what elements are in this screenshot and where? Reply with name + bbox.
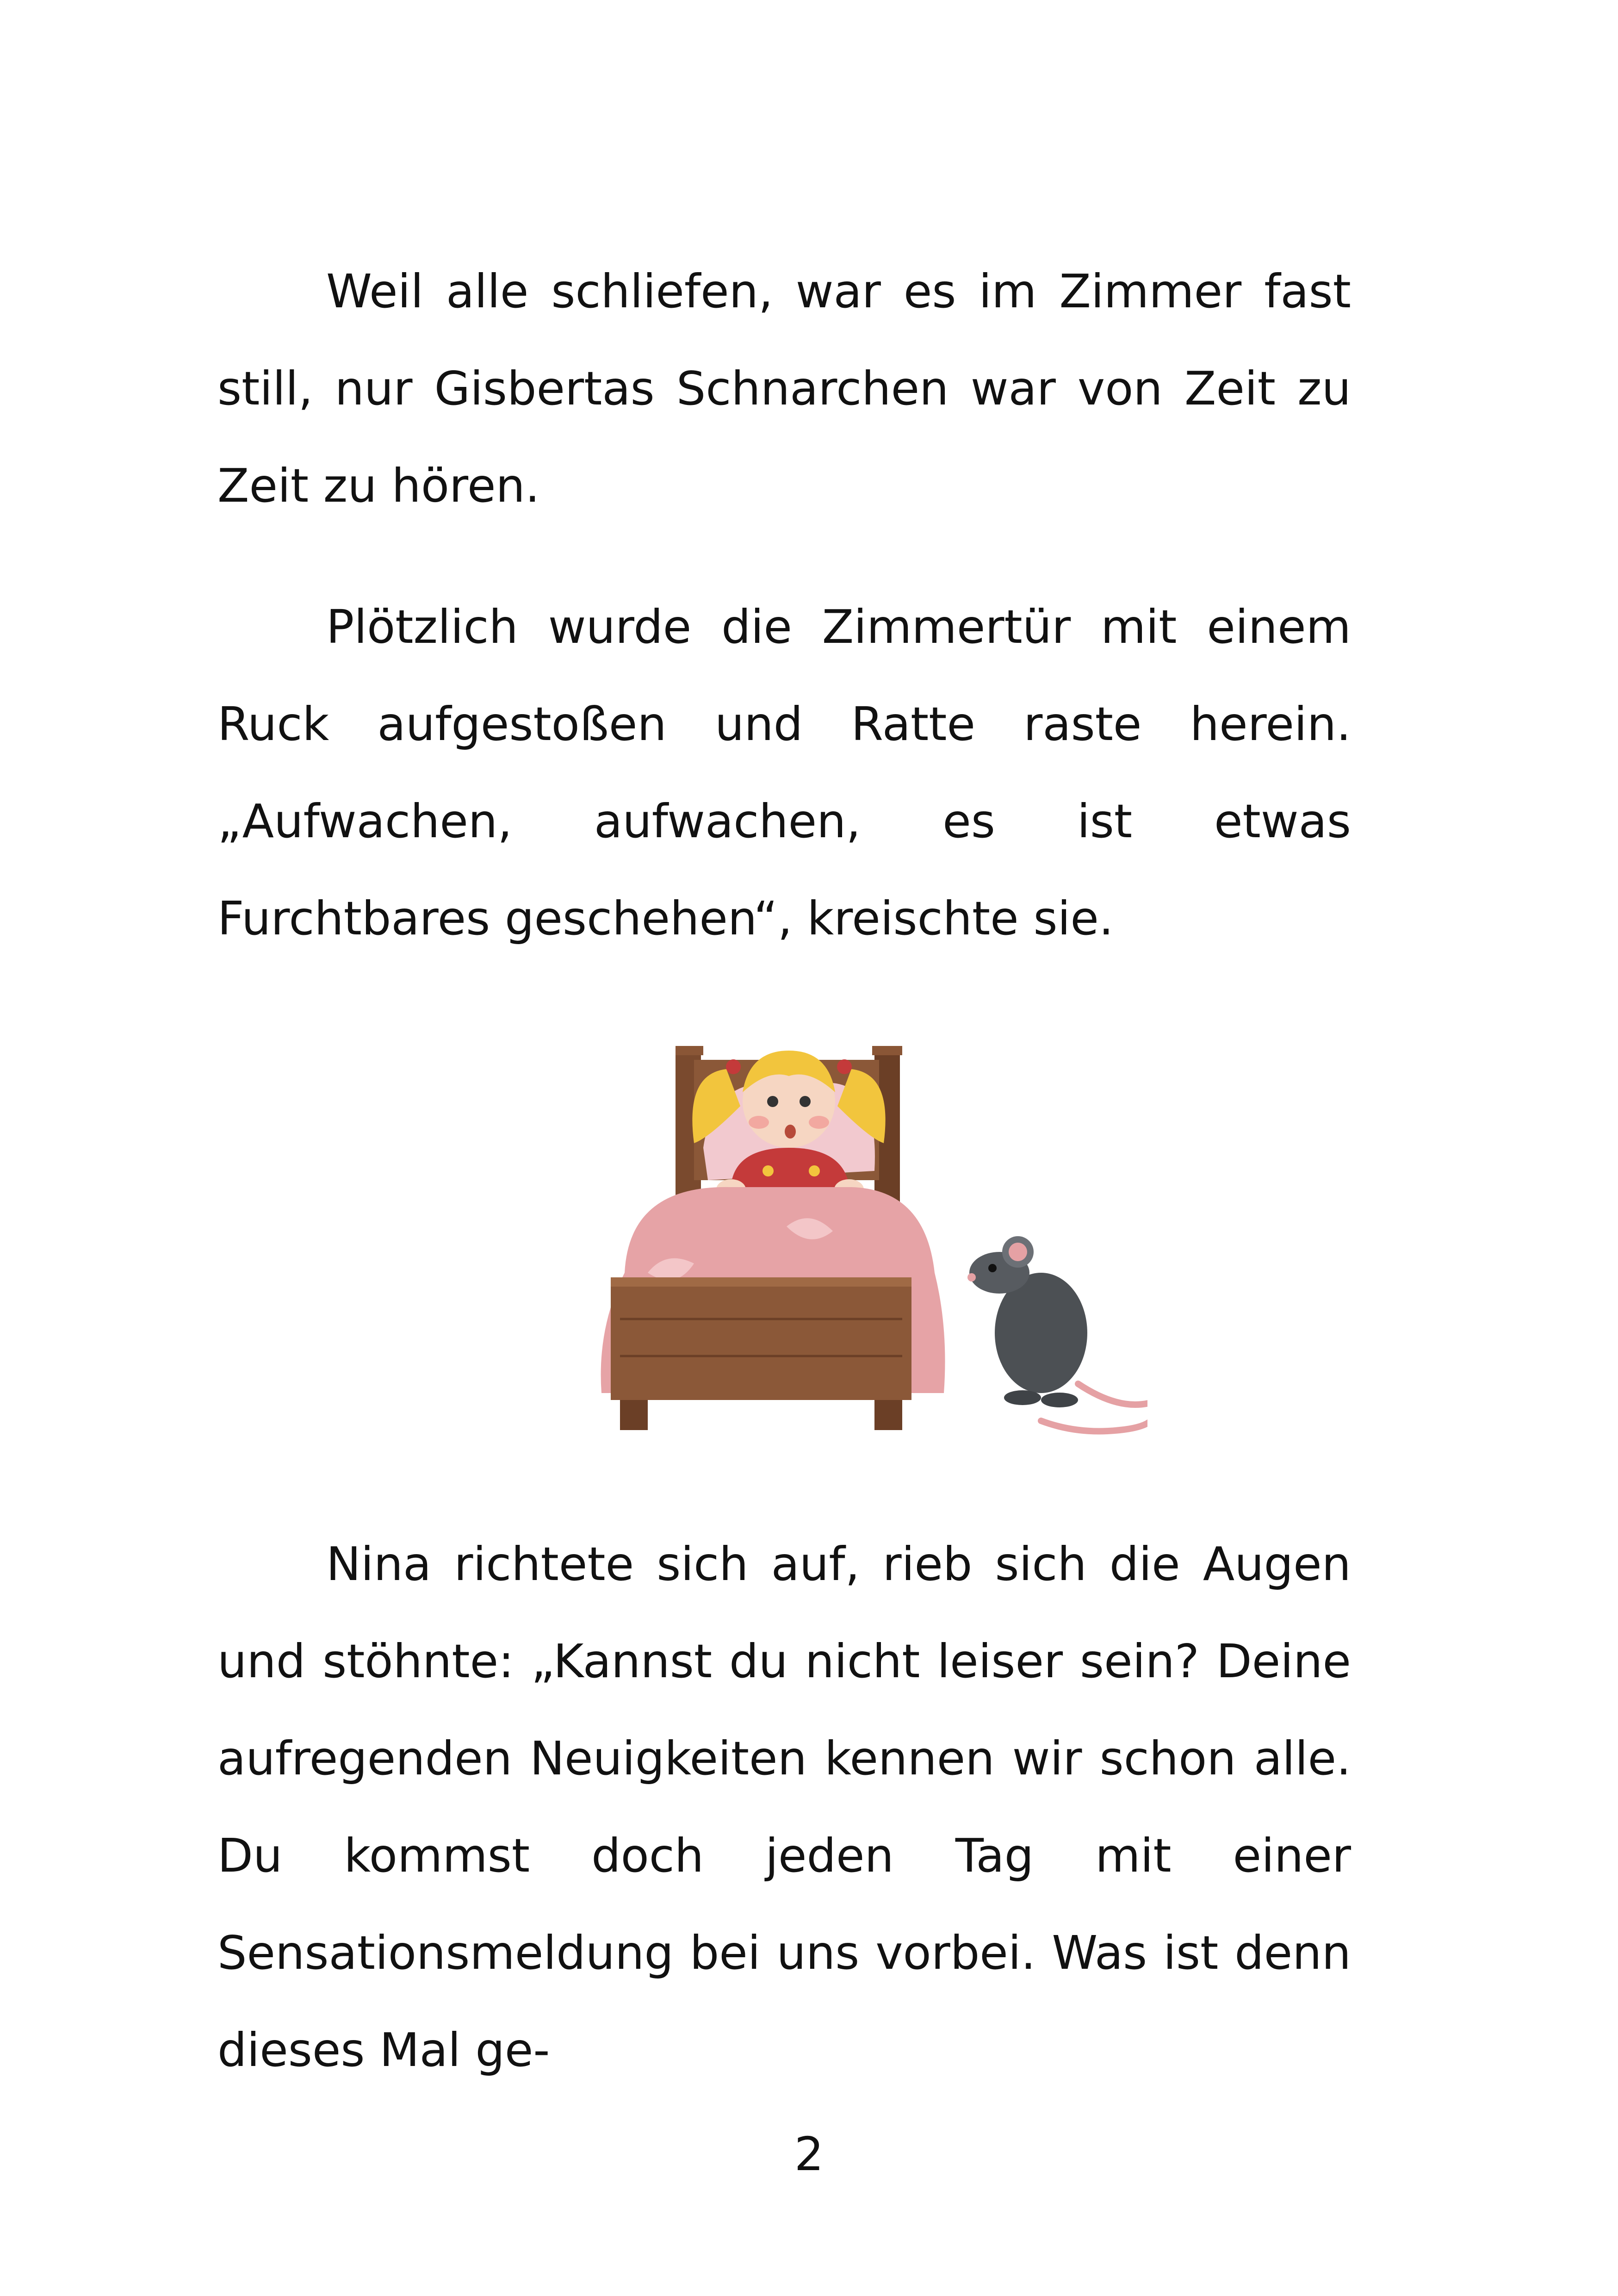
paragraph-2: Plötzlich wurde die Zimmertür mit einem Ruck aufgestoßen und Ratte raste herein. „Aufwachen, aufwachen, es ist etwas Furchtbares geschehen“, kreischte sie. [217,600,1351,946]
page-number: 2 [794,2127,824,2181]
text-block-top [217,243,1351,967]
paragraph-1: Weil alle schliefen, war es im Zimmer fast still, nur Gisbertas Schnarchen war von Zeit zu Zeit zu hören. [217,264,1351,513]
paragraph-3: Nina richtete sich auf, rieb sich die Augen und stöhnte: „Kannst du nicht leiser sein? Deine aufregenden Neuigkeiten kennen wir schon alle. Du kommst doch jeden Tag mit einer Sensationsmeldung bei uns vorbei. Was ist denn dieses Mal ge- [217,1537,1351,2077]
text-block-bottom [217,1516,1351,2099]
rat-icon [967,1236,1147,1431]
girl-in-bed-with-rat-illustration [509,1032,1147,1439]
